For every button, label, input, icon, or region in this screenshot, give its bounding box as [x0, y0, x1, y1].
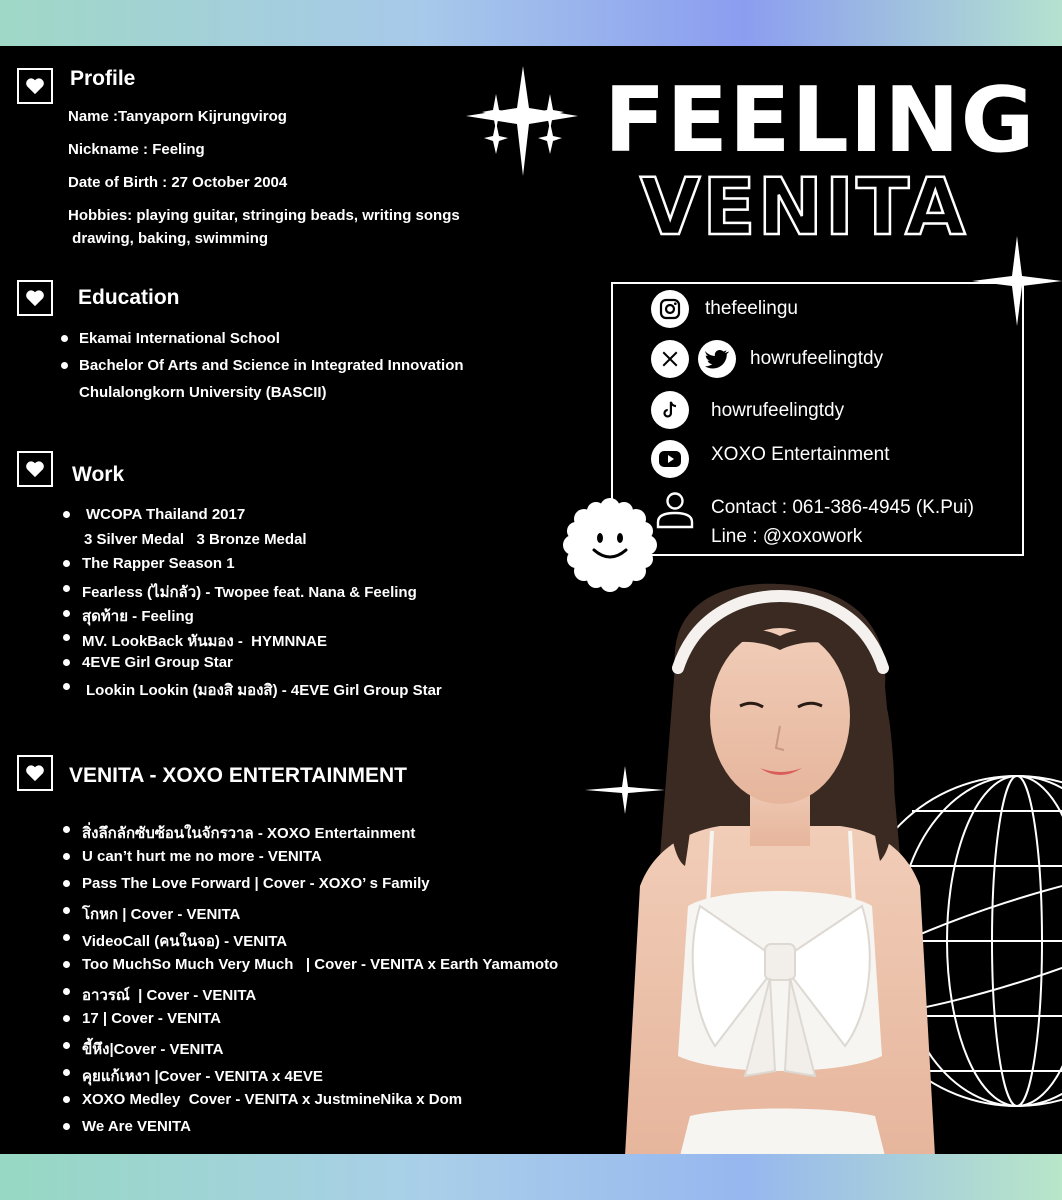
bullet: [63, 961, 70, 968]
title-feeling: FEELING: [604, 68, 1036, 173]
bottom-gradient-band: [0, 1154, 1062, 1200]
bullet: [61, 362, 68, 369]
education-title: Education: [78, 286, 180, 309]
venita-item: U can’t hurt me no more - VENITA: [82, 848, 322, 865]
profile-poster: [0, 46, 1062, 1154]
bullet: [63, 853, 70, 860]
bullet: [63, 1123, 70, 1130]
venita-item: ขี้หึง|Cover - VENITA: [82, 1041, 224, 1058]
work-item: 4EVE Girl Group Star: [82, 654, 233, 671]
profile-hobbies-cont: drawing, baking, swimming: [68, 230, 269, 247]
bullet: [63, 988, 70, 995]
youtube-channel[interactable]: XOXO Entertainment: [711, 444, 890, 465]
bullet: [63, 880, 70, 887]
work-item: The Rapper Season 1: [82, 555, 235, 572]
profile-section-icon: [17, 68, 53, 104]
profile-name: Name :Tanyaporn Kijrungvirog: [68, 108, 287, 125]
sparkle-icon: [972, 236, 1062, 326]
contact-line: Line : @xoxowork: [711, 526, 863, 547]
venita-item: สิ่งลึกลักซับซ้อนในจักรวาล - XOXO Entertainment: [82, 825, 416, 842]
bullet: [63, 1069, 70, 1076]
venita-section-icon: [17, 755, 53, 791]
venita-item: โกหก | Cover - VENITA: [82, 906, 241, 923]
work-title: Work: [72, 463, 125, 486]
venita-item: คุยแก้เหงา |Cover - VENITA x 4EVE: [82, 1068, 323, 1085]
instagram-icon[interactable]: [651, 290, 689, 328]
title-venita: VENITA: [640, 163, 968, 253]
profile-photo: [600, 576, 960, 1154]
bullet: [63, 585, 70, 592]
bullet: [63, 934, 70, 941]
twitter-bird-icon[interactable]: [698, 340, 736, 378]
person-icon: [655, 490, 695, 530]
venita-item: VideoCall (คนในจอ) - VENITA: [82, 933, 288, 950]
work-section-icon: [17, 451, 53, 487]
venita-item: XOXO Medley Cover - VENITA x JustmineNika x Dom: [82, 1091, 463, 1108]
bullet: [63, 907, 70, 914]
bullet: [63, 634, 70, 641]
profile-title: Profile: [70, 67, 136, 90]
bullet: [61, 335, 68, 342]
education-item: Chulalongkorn University (BASCII): [79, 384, 327, 401]
venita-item: Pass The Love Forward | Cover - XOXO’ s Family: [82, 875, 430, 892]
sparkle-icon: [458, 64, 588, 179]
contact-phone: Contact : 061-386-4945 (K.Pui): [711, 497, 974, 518]
venita-item: อาวรณ์ | Cover - VENITA: [82, 987, 257, 1004]
heart-icon: [25, 764, 45, 782]
bullet: [63, 1042, 70, 1049]
top-gradient-band: [0, 0, 1062, 46]
venita-item: Too MuchSo Much Very Much | Cover - VENITA x Earth Yamamoto: [82, 956, 559, 973]
profile-nickname: Nickname : Feeling: [68, 141, 205, 158]
education-item: Ekamai International School: [79, 330, 280, 347]
profile-hobbies: Hobbies: playing guitar, stringing beads, writing songs: [68, 207, 460, 224]
tiktok-handle[interactable]: howrufeelingtdy: [711, 400, 845, 421]
work-item: 3 Silver Medal 3 Bronze Medal: [84, 531, 307, 548]
work-item: Fearless (ไม่กลัว) - Twopee feat. Nana & Feeling: [82, 584, 417, 601]
work-item: WCOPA Thailand 2017: [86, 506, 246, 523]
bullet: [63, 1015, 70, 1022]
x-logo-icon[interactable]: [651, 340, 689, 378]
bullet: [63, 610, 70, 617]
profile-birthdate: Date of Birth : 27 October 2004: [68, 174, 288, 191]
bullet: [63, 659, 70, 666]
heart-icon: [25, 77, 45, 95]
tiktok-icon[interactable]: [651, 391, 689, 429]
venita-item: 17 | Cover - VENITA: [82, 1010, 221, 1027]
bullet: [63, 560, 70, 567]
twitter-handle[interactable]: howrufeelingtdy: [750, 348, 884, 369]
youtube-icon[interactable]: [651, 440, 689, 478]
bullet: [63, 511, 70, 518]
bullet: [63, 683, 70, 690]
heart-icon: [25, 289, 45, 307]
bullet: [63, 826, 70, 833]
venita-item: We Are VENITA: [82, 1118, 191, 1135]
heart-icon: [25, 460, 45, 478]
education-item: Bachelor Of Arts and Science in Integrated Innovation: [79, 357, 464, 374]
venita-title: VENITA - XOXO ENTERTAINMENT: [69, 764, 407, 787]
work-item: MV. LookBack หันมอง - HYMNNAE: [82, 633, 328, 650]
education-section-icon: [17, 280, 53, 316]
instagram-handle[interactable]: thefeelingu: [705, 298, 798, 319]
bullet: [63, 1096, 70, 1103]
work-item: Lookin Lookin (มองสิ มองสิ) - 4EVE Girl Group Star: [86, 682, 442, 699]
work-item: สุดท้าย - Feeling: [82, 608, 194, 625]
